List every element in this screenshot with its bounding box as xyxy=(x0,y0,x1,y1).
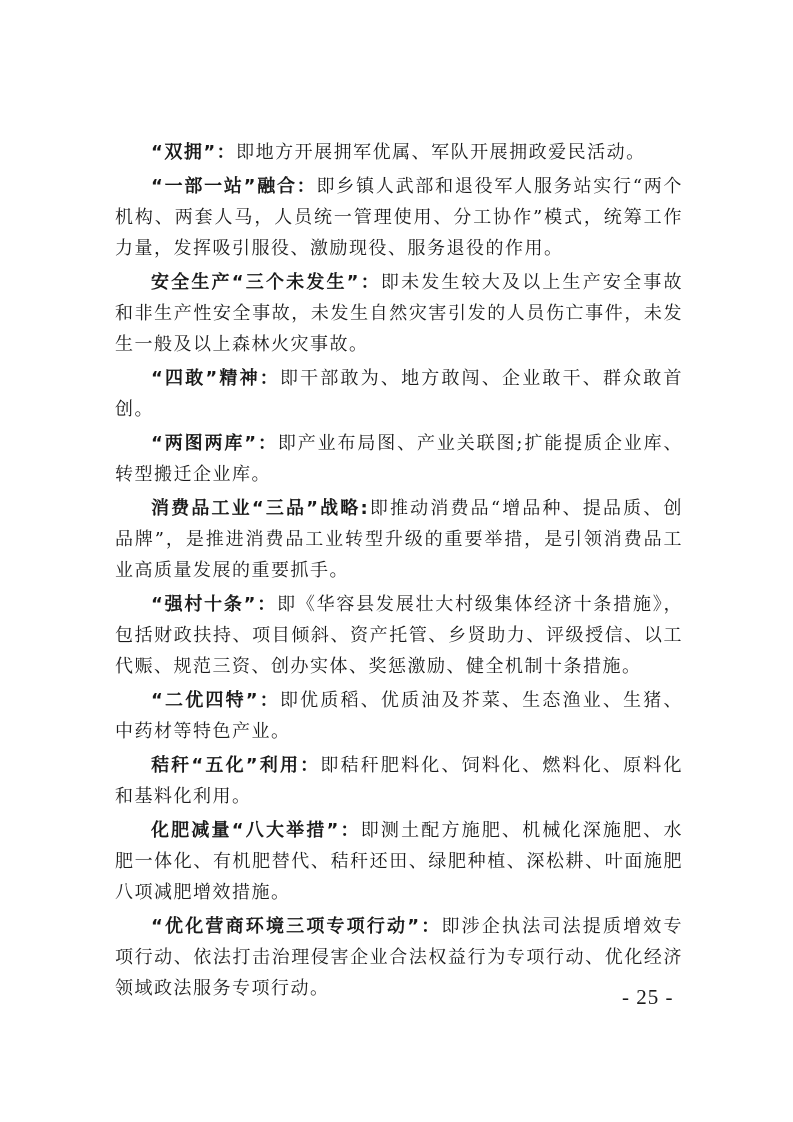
glossary-definition: 即地方开展拥军优属、军队开展拥政爱民活动。 xyxy=(236,142,646,163)
glossary-term: 安全生产“三个未发生”： xyxy=(151,272,381,293)
glossary-entry xyxy=(115,493,683,586)
page-number: - 25 - xyxy=(622,985,674,1009)
glossary-entry xyxy=(115,815,683,908)
glossary-definition: 即乡镇人武部和退役军人服务站实行“两个机构、两套人马，人员统一管理使用、分工协作”模式，统筹工作力量，发挥吸引服役、激励现役、服务退役的作用。 xyxy=(115,176,683,259)
glossary-definition: 即推动消费品“增品种、提品质、创品牌”，是推进消费品工业转型升级的重要举措，是引领消费品工业高质量发展的重要抓手。 xyxy=(115,498,684,581)
glossary-entry xyxy=(115,911,683,1004)
glossary-entry xyxy=(115,137,683,168)
page-body xyxy=(115,137,683,1004)
glossary-term: 秸秆“五化”利用： xyxy=(151,755,321,776)
glossary-entry xyxy=(115,171,683,264)
glossary-term: “两图两库”： xyxy=(151,433,278,454)
glossary-entry xyxy=(115,363,683,425)
glossary-term: 消费品工业“三品”战略: xyxy=(151,498,370,519)
glossary-definition: 即秸秆肥料化、饲料化、燃料化、原料化和基料化利用。 xyxy=(115,755,683,807)
glossary-entry xyxy=(115,589,683,682)
glossary-term: “强村十条”： xyxy=(151,594,278,615)
glossary-term: “双拥”： xyxy=(151,142,237,163)
glossary-definition: 即涉企执法司法提质增效专项行动、依法打击治理侵害企业合法权益行为专项行动、优化经济领域政法服务专项行动。 xyxy=(115,916,683,999)
glossary-definition: 即未发生较大及以上生产安全事故和非生产性安全事故，未发生自然灾害引发的人员伤亡事件，未发生一般及以上森林火灾事故。 xyxy=(115,272,683,355)
glossary-term: “一部一站”融合： xyxy=(151,176,317,197)
glossary-entry xyxy=(115,428,683,490)
glossary-term: 化肥减量“八大举措”： xyxy=(151,820,361,841)
glossary-definition: 即优质稻、优质油及芥菜、生态渔业、生猪、中药材等特色产业。 xyxy=(115,690,683,742)
glossary-term: “二优四特”： xyxy=(151,690,280,711)
glossary-definition: 即测土配方施肥、机械化深施肥、水肥一体化、有机肥替代、秸秆还田、绿肥种植、深松耕、叶面施肥八项减肥增效措施。 xyxy=(115,820,683,903)
glossary-entry xyxy=(115,267,683,360)
glossary-definition: 即干部敢为、地方敢闯、企业敢干、群众敢首创。 xyxy=(115,368,683,420)
glossary-definition: 即产业布局图、产业关联图;扩能提质企业库、转型搬迁企业库。 xyxy=(115,433,683,485)
glossary-term: “四敢”精神： xyxy=(151,368,280,389)
glossary-term: “优化营商环境三项专项行动”： xyxy=(151,916,442,937)
glossary-entry xyxy=(115,685,683,747)
glossary-entry xyxy=(115,750,683,812)
glossary-definition: 即《华容县发展壮大村级集体经济十条措施》，包括财政扶持、项目倾斜、资产托管、乡贤助力、评级授信、以工代赈、规范三资、创办实体、奖惩激励、健全机制十条措施。 xyxy=(115,594,683,677)
